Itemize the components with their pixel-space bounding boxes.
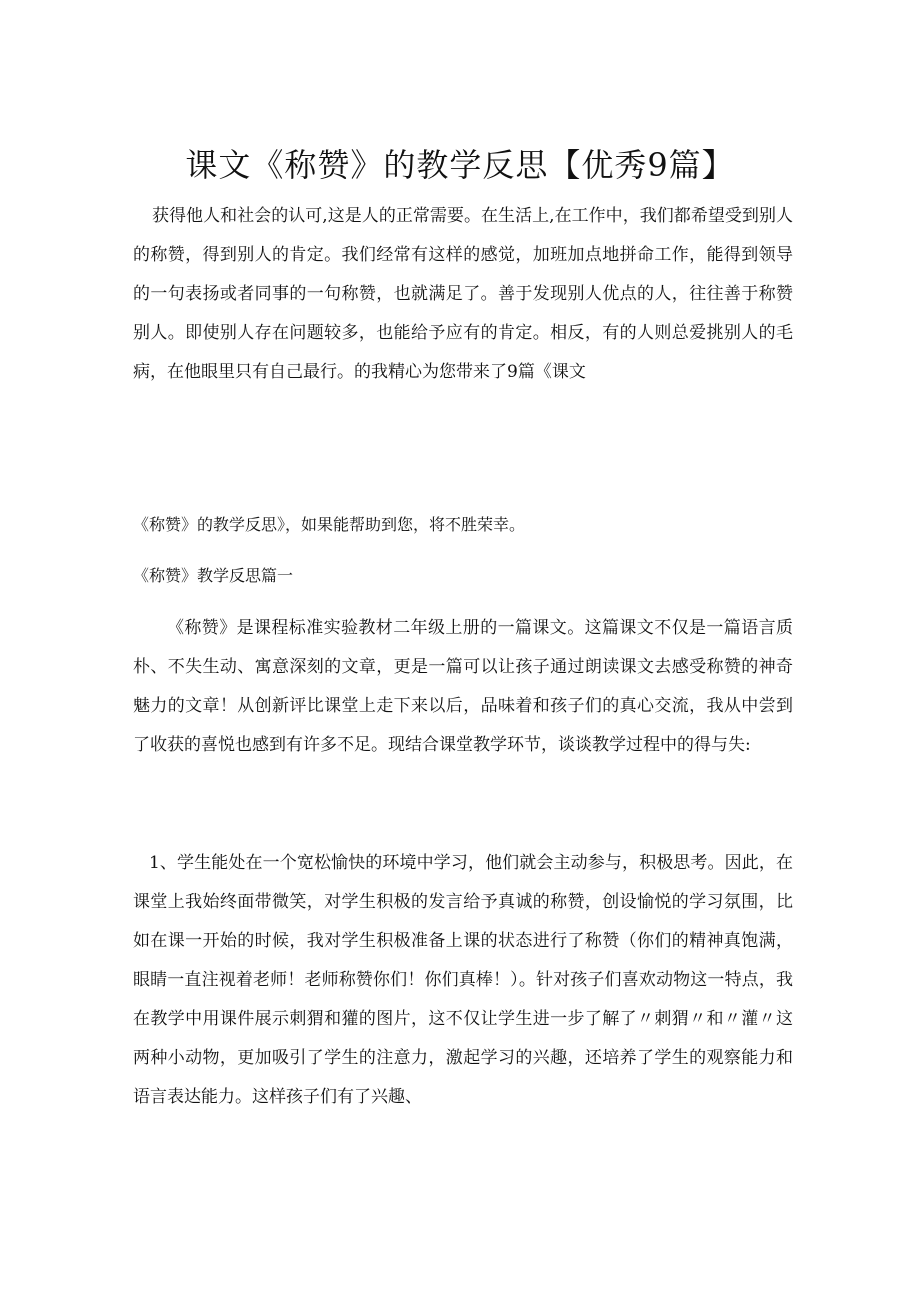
body-paragraph: 《称赞》是课程标准实验教材二年级上册的一篇课文。这篇课文不仅是一篇语言质朴、不失生动、寓意深刻的文章，更是一篇可以让孩子通过朗读课文去感受称赞的神奇魅力的文章！从创新评比课堂上走下来以后，品味着和孩子们的真心交流，我从中尝到了收获的喜悦也感到有许多不足。现结合课堂教学环节，谈谈教学过程中的得与失: xyxy=(133,618,793,755)
numbered-paragraph: 1、学生能处在一个宽松愉快的环境中学习，他们就会主动参与，积极思考。因此，在课堂上我始终面带微笑，对学生积极的发言给予真诚的称赞，创设愉悦的学习氛围，比如在课一开始的时候，我对学生积极准备上课的状态进行了称赞（你们的精神真饱满，眼睛一直注视着老师！老师称赞你们！你们真棒！）。针对孩子们喜欢动物这一特点，我在教学中用课件展示刺猬和獾的图片，这不仅让学生进一步了解了〃刺猬〃和〃灌〃这两种小动物，更加吸引了学生的注意力，激起学习的兴趣，还培养了学生的观察能力和语言表达能力。这样孩子们有了兴趣、 xyxy=(133,853,793,1107)
intro-paragraph: 获得他人和社会的认可,这是人的正常需要。在生活上,在工作中，我们都希望受到别人的称赞，得到别人的肯定。我们经常有这样的感觉，加班加点地拼命工作，能得到领导的一句表扬或者同事的一句称赞，也就满足了。善于发现别人优点的人，往往善于称赞别人。即使别人存在问题较多，也能给予应有的肯定。相反，有的人则总爱挑别人的毛病，在他眼里只有自己最行。的我精心为您带来了9篇《课文 xyxy=(133,206,793,382)
intro-paragraph-end: 《称赞》的教学反思》，如果能帮助到您，将不胜荣幸。 xyxy=(133,515,526,534)
section-heading: 《称赞》教学反思篇一 xyxy=(133,566,294,585)
page-title: 课文《称赞》的教学反思【优秀9篇】 xyxy=(185,146,735,184)
